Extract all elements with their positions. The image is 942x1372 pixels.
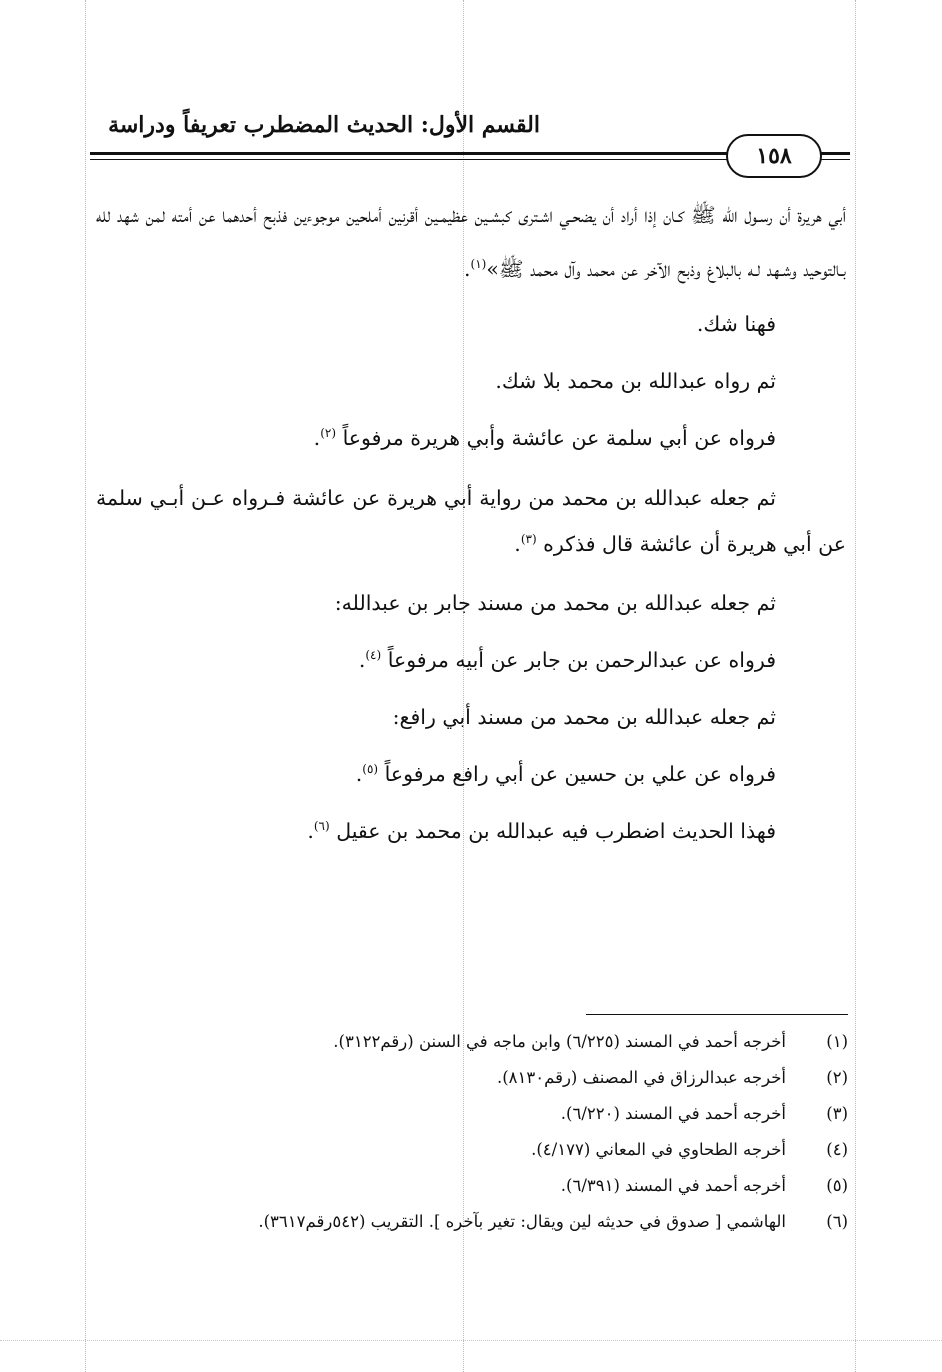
paragraph-text: ثم جعله عبدالله بن محمد من مسند أبي رافع: — [392, 705, 776, 729]
paragraph: فرواه عن أبي سلمة عن عائشة وأبي هريرة مرفوعاً $^{(٢)}$. — [313, 426, 776, 450]
footnote — [96, 1132, 848, 1168]
paragraph-text: فرواه عن أبي سلمة عن عائشة وأبي هريرة مرفوعاً — [342, 426, 776, 450]
footnote-text: أخرجه عبدالرزاق في المصنف (رقم٨١٣٠). — [496, 1068, 786, 1087]
page-number: ١٥٨ — [756, 143, 792, 169]
paragraph-text: ثم جعله عبدالله بن محمد من رواية أبي هريرة عن عائشة فـرواه عـن أبـي سلمة عن أبي هريرة أن عائشة قال فذكره — [96, 486, 846, 556]
footnote-text: أخرجه أحمد في المسند (٦/٣٩١). — [560, 1176, 786, 1195]
footnote-text: أخرجه أحمد في المسند (٦/٢٢٠). — [560, 1104, 786, 1123]
main-text — [96, 188, 846, 860]
header-rule — [90, 152, 730, 155]
footnote — [96, 1168, 848, 1204]
paragraph: ثم جعله عبدالله بن محمد من رواية أبي هريرة عن عائشة فـرواه عـن أبـي سلمة عن أبي هريرة أن عائشة قال فذكره $^{(٣)}$. — [96, 486, 846, 556]
footnote-text: أخرجه أحمد في المسند (٦/٢٢٥) وابن ماجه في السنن (رقم٣١٢٢). — [333, 1032, 786, 1051]
footnotes — [96, 1024, 848, 1240]
footnote — [96, 1096, 848, 1132]
paragraph-text: ثم رواه عبدالله بن محمد بلا شك. — [495, 369, 776, 393]
paragraph-text: فهنا شك. — [696, 312, 776, 336]
footnote-number: (٥) — [826, 1176, 848, 1195]
footnote-number: (١) — [826, 1032, 848, 1051]
paragraph: أبي هريرة أن رسـول الله ﷺ كـان إذا أراد أن يضحـي اشـترى كبشـين عظيمـين أقرنين أملحين موجوءين فذبح أحدهما عن أمته لمن شهد لله بـالتوحيد وشـهد لـه بالبلاغ وذبح الآخر عن محمد وآل محمد ﷺ»$^{(١)}$. — [96, 203, 846, 281]
footnote — [96, 1024, 848, 1060]
footnote-marker: (٦) — [313, 819, 330, 834]
footnote-number: (٤) — [826, 1140, 848, 1159]
page-number-badge — [726, 134, 822, 178]
paragraph — [96, 296, 846, 353]
guide-line — [855, 0, 856, 1372]
footnote-marker: (٥) — [362, 762, 379, 777]
guide-line — [85, 0, 86, 1372]
paragraph — [96, 689, 846, 746]
paragraph: فهذا الحديث اضطرب فيه عبدالله بن محمد بن عقيل $^{(٦)}$. — [307, 819, 776, 843]
paragraph-text: فرواه عن علي بن حسين عن أبي رافع مرفوعاً — [384, 762, 776, 786]
paragraph-text: فرواه عن عبدالرحمن بن جابر عن أبيه مرفوعاً — [387, 648, 776, 672]
footnote-separator — [586, 1014, 848, 1015]
footnote — [96, 1060, 848, 1096]
footnote — [96, 1204, 848, 1240]
footnote-marker: (٤) — [365, 648, 382, 663]
paragraph-text: أبي هريرة أن رسـول الله ﷺ كـان إذا أراد أن يضحـي اشـترى كبشـين عظيمـين أقرنين أملحين موجوءين فذبح أحدهما عن أمته لمن شهد لله بـالتوحيد وشـهد لـه بالبلاغ وذبح الآخر عن محمد وآل محمد ﷺ» — [96, 203, 846, 281]
paragraph: فرواه عن علي بن حسين عن أبي رافع مرفوعاً $^{(٥)}$. — [355, 762, 776, 786]
paragraph: فرواه عن عبدالرحمن بن جابر عن أبيه مرفوعاً $^{(٤)}$. — [358, 648, 776, 672]
guide-line — [0, 1340, 942, 1341]
running-title: القسم الأول: الحديث المضطرب تعريفاً ودراسة — [108, 112, 540, 138]
paragraph-text: فهذا الحديث اضطرب فيه عبدالله بن محمد بن عقيل — [336, 819, 776, 843]
footnote-text: أخرجه الطحاوي في المعاني (٤/١٧٧). — [531, 1140, 786, 1159]
paragraph — [96, 575, 846, 632]
footnote-marker: (٣) — [520, 532, 537, 547]
footnote-number: (٣) — [826, 1104, 848, 1123]
footnote-text: الهاشمي [ صدوق في حديثه لين ويقال: تغير بآخره ]. التقريب (٥٤٢رقم٣٦١٧). — [258, 1212, 786, 1231]
footnote-marker: (٢) — [320, 426, 337, 441]
footnote-marker: (١) — [470, 257, 487, 272]
header-rule — [90, 159, 730, 160]
footnote-number: (٢) — [826, 1068, 848, 1087]
paragraph-text: ثم جعله عبدالله بن محمد من مسند جابر بن عبدالله: — [334, 591, 776, 615]
paragraph — [96, 353, 846, 410]
footnote-number: (٦) — [826, 1212, 848, 1231]
page-header — [90, 112, 850, 182]
